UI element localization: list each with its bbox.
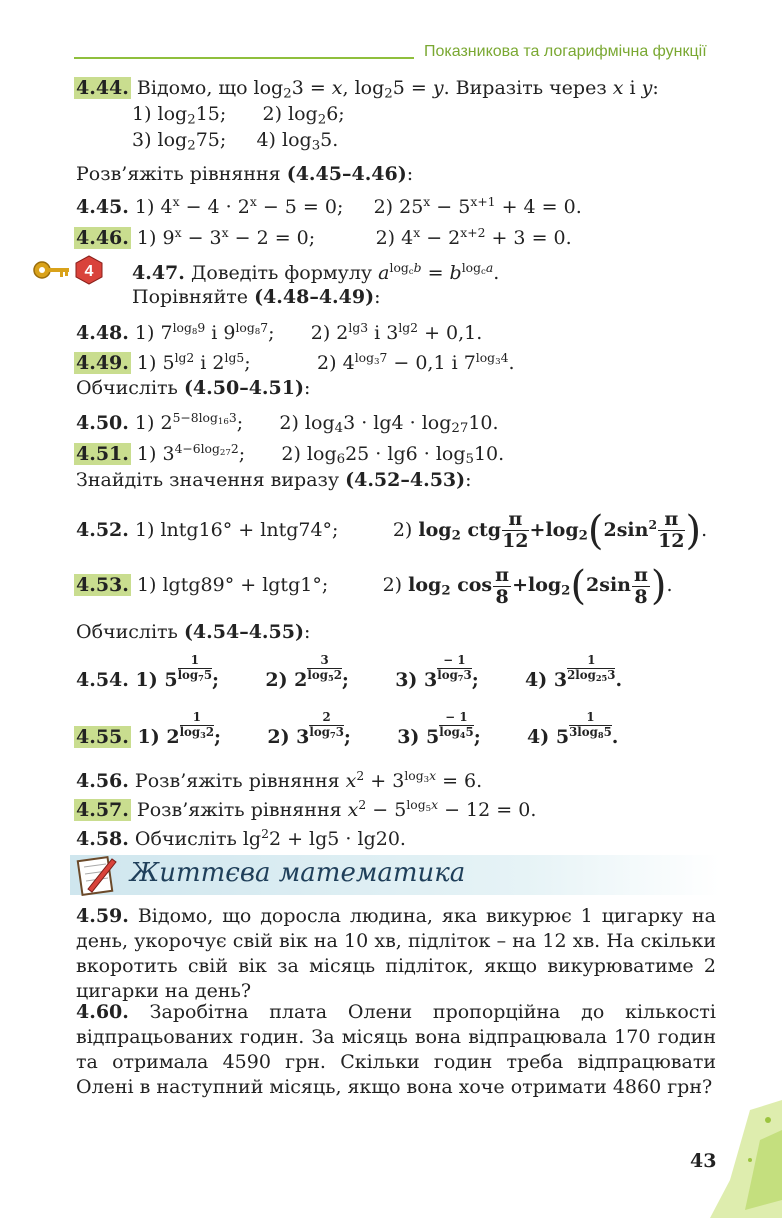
problem-text: Заробітна плата Олени пропорційна до кількості відпрацьованих годин. За місяць вона відпрацювала 170 годин та отримала 4590 грн. Скільки годин треба відпрацювати Олені в наступний місяць, якщо вона хоче отримати 4860 грн? [76,1001,716,1098]
problem-number: 4.44. [76,77,129,99]
problem-number: 4.56. [76,769,129,792]
problem-4-46: 4.46. 1) $9^x - 3^x - 2 = 0$; 2) $4^x - 2^{x+2} + 3 = 0$. [76,226,572,249]
problem-4-44: 4.44. Відомо, що $\log_23 = x$, $\log_25 = y$. Виразіть через x і y: [76,77,659,102]
part-1: 1) lntg16° + lntg74°; [134,518,339,541]
instruction-compute-1: Обчисліть (4.50–4.51): [76,377,311,399]
problem-4-59 [76,904,716,1004]
running-header: Показникова та логарифмічна функції [424,43,707,60]
problem-4-55: 4.55. 1) 2 $\frac{1}{\log_32}$ ; 2) 3 $\frac{2}{\log_73}$ ; 3) 5 $\frac{- 1}{\log_45}$ ; 4) 5 $\frac{1}{3\log_85}$ . [76,710,619,748]
problem-4-60 [76,1000,716,1100]
problem-4-45: 4.45. 1) $4^x - 4 \cdot 2^x - 5 = 0$; 2) $25^x - 5^{x+1} + 4 = 0$. [76,195,582,218]
problem-number: 4.48. [76,321,129,344]
problem-number: 4.46. [76,226,129,249]
problem-number: 4.58. [76,827,129,850]
problem-4-57: 4.57. Розв’яжіть рівняння $x^2 - 5^{log_5x} - 12 = 0$. [76,798,537,821]
problem-number: 4.57. [76,798,129,821]
problem-number: 4.54. [76,668,129,691]
problem-4-49: 4.49. 1) $5^{lg2}$ і $2^{lg5}$; 2) $4^{log_37} - 0,1$ і $7^{log_34}$. [76,351,515,374]
problem-4-52: 4.52. 1) lntg16° + lntg74°; 2) $\log_2$ ctg $\frac{\pi}{12}$ $+\log_2(2\sin^2$ $\frac{\pi}{12}$ ). [76,507,708,554]
instruction-compute-2: Обчисліть (4.54–4.55): [76,621,311,643]
svg-text:4: 4 [84,263,94,280]
key-icon [32,255,72,285]
problem-4-54: 4.54. 1) 5 $\frac{1}{\log_75}$ ; 2) 2 $\frac{3}{\log_52}$ ; 3) 3 $\frac{- 1}{\log_73}$ ; 4) 3 $\frac{1}{2\log_{25}3}$ . [76,653,623,691]
problem-4-53: 4.53. 1) lgtg89° + lgtg1°; 2) $\log_2 \cos$ $\frac{\pi}{8}$ $+\log_2(2\sin$ $\frac{\pi}{8}$ ). [76,563,673,609]
notebook-icon [74,851,120,897]
problem-number: 4.51. [76,442,129,465]
problem-4-44-parts-a: 1) $\log_215$; 2) $\log_26$; [132,103,345,128]
section-title: Життєва математика [130,858,466,888]
problem-text: Доведіть формулу [190,261,373,284]
instruction-find: Знайдіть значення виразу (4.52–4.53): [76,469,472,491]
problem-number: 4.52. [76,518,129,541]
problem-4-44-parts-b: 3) $\log_275$; 4) $\log_35$. [132,129,339,154]
problem-text: Відомо, що доросла людина, яка викурює 1 цигарку на день, укорочує свій вік на 10 хв, підліток – на 12 хв. На скільки вкоротить свій вік за місяць підліток, якщо викурюватиме 2 цигарки на день? [76,905,716,1002]
problem-number: 4.59. [76,905,129,927]
problem-number: 4.55. [76,725,129,748]
instruction-solve: Розв’яжіть рівняння (4.45–4.46): [76,163,414,185]
page-number: 43 [690,1150,717,1172]
problem-4-56: 4.56. Розв’яжіть рівняння $x^2 + 3^{log_3x} = 6$. [76,769,483,792]
problem-number: 4.60. [76,1001,129,1023]
instruction-compare: Порівняйте (4.48–4.49): [132,286,381,308]
problem-4-58: 4.58. Обчисліть $\lg^22 + \lg 5 \cdot \lg 20$. [76,827,406,850]
problem-4-47: 4.47. Доведіть формулу $a^{log_cb} = b^{log_ca}$. [132,261,500,284]
problem-number: 4.45. [76,195,129,218]
problem-number: 4.53. [76,574,129,596]
problem-4-48: 4.48. 1) $7^{log_89}$ і $9^{log_87}$; 2) $2^{lg3}$ і $3^{lg2} + 0,1$. [76,321,483,344]
header-rule [74,57,414,59]
problem-number: 4.50. [76,411,129,434]
problem-number: 4.47. [132,261,185,284]
problem-4-51: 4.51. 1) $3^{4-6log_{27}2}$; 2) $\log_625 \cdot \lg 6 \cdot \log_510$. [76,442,505,468]
problem-number: 4.49. [76,351,129,374]
part-1: 1) lgtg89° + lgtg1°; [136,574,329,596]
problem-4-50: 4.50. 1) $2^{5-8log_{16}3}$; 2) $\log_43 \cdot \lg 4 \cdot \log_{27}10$. [76,411,499,437]
level-badge [74,254,104,286]
